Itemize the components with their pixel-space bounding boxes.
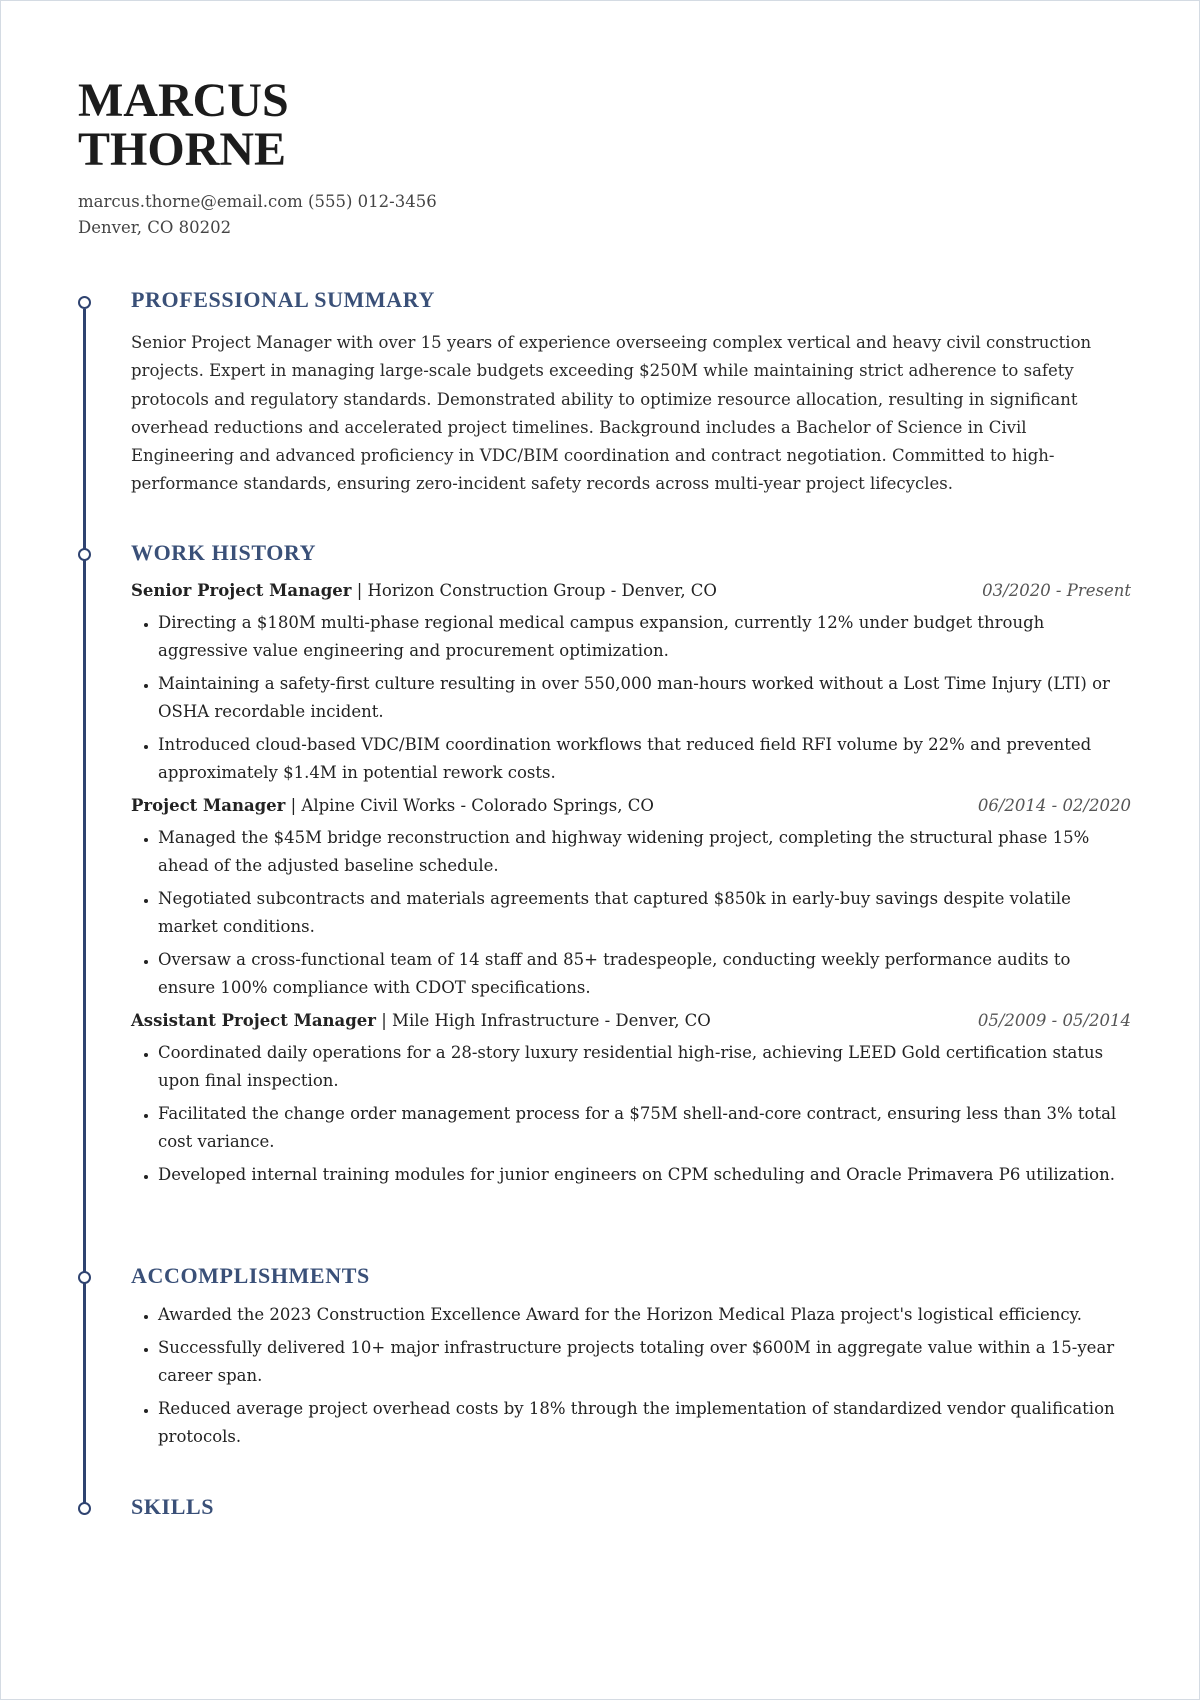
timeline-line	[83, 309, 86, 1509]
job-header	[131, 1008, 1131, 1034]
job-company: Horizon Construction Group - Denver, CO	[367, 581, 717, 600]
job-separator: |	[381, 1011, 393, 1030]
job-header	[131, 578, 1131, 604]
timeline-dot-work	[78, 548, 91, 561]
location: Denver, CO 80202	[78, 217, 232, 237]
job-bullets	[131, 824, 1131, 1002]
job-bullet: • Directing a $180M multi-phase regional medical campus expansion, currently 12% under budget through aggressive value engineering and procurement optimization.	[158, 609, 1131, 665]
last-name: THORNE	[78, 123, 287, 176]
work-history-heading: WORK HISTORY	[131, 540, 317, 565]
job-entry	[131, 578, 1131, 787]
accomplishments-heading: ACCOMPLISHMENTS	[131, 1263, 370, 1288]
job-bullet: • Negotiated subcontracts and materials agreements that captured $850k in early-buy savings despite volatile market conditions.	[158, 885, 1131, 941]
contact-info	[78, 189, 437, 240]
job-bullets	[131, 609, 1131, 787]
job-dates: 06/2014 - 02/2020	[977, 796, 1131, 815]
skills-section	[131, 1494, 1131, 1520]
accomplishments-list	[131, 1301, 1131, 1451]
candidate-name	[78, 76, 289, 174]
skills-heading: SKILLS	[131, 1494, 215, 1519]
job-bullet: • Introduced cloud-based VDC/BIM coordination workflows that reduced field RFI volume by 22% and prevented approximately $1.4M in potential rework costs.	[158, 731, 1131, 787]
accomplishment-item: • Awarded the 2023 Construction Excellence Award for the Horizon Medical Plaza project's logistical efficiency.	[158, 1301, 1131, 1329]
job-header	[131, 793, 1131, 819]
job-title: Assistant Project Manager	[131, 1011, 376, 1030]
job-bullet: • Oversaw a cross-functional team of 14 staff and 85+ tradespeople, conducting weekly performance audits to ensure 100% compliance with CDOT specifications.	[158, 946, 1131, 1002]
job-bullet: • Maintaining a safety-first culture resulting in over 550,000 man-hours worked without a Lost Time Injury (LTI) or OSHA recordable incident.	[158, 670, 1131, 726]
job-bullet: • Coordinated daily operations for a 28-story luxury residential high-rise, achieving LEED Gold certification status upon final inspection.	[158, 1039, 1131, 1095]
timeline-dot-accomplishments	[78, 1271, 91, 1284]
work-history-section	[131, 540, 1131, 1194]
job-entry	[131, 1008, 1131, 1189]
accomplishment-item: • Reduced average project overhead costs by 18% through the implementation of standardized vendor qualification protocols.	[158, 1395, 1131, 1451]
job-company: Alpine Civil Works - Colorado Springs, CO	[301, 796, 654, 815]
timeline-dot-summary	[78, 296, 91, 309]
job-title: Senior Project Manager	[131, 581, 352, 600]
phone: (555) 012-3456	[308, 192, 437, 211]
job-separator: |	[356, 581, 368, 600]
summary-heading: PROFESSIONAL SUMMARY	[131, 287, 435, 312]
job-bullet: • Facilitated the change order management process for a $75M shell-and-core contract, ensuring less than 3% total cost variance.	[158, 1100, 1131, 1156]
job-title: Project Manager	[131, 796, 286, 815]
job-entry	[131, 793, 1131, 1002]
job-dates: 05/2009 - 05/2014	[977, 1011, 1131, 1030]
first-name: MARCUS	[78, 74, 289, 127]
job-company: Mile High Infrastructure - Denver, CO	[392, 1011, 711, 1030]
job-bullets	[131, 1039, 1131, 1189]
timeline-dot-skills	[78, 1502, 91, 1515]
job-separator: |	[290, 796, 302, 815]
summary-text: Senior Project Manager with over 15 years of experience overseeing complex vertical and heavy civil construction projects. Expert in managing large-scale budgets exceeding $250M while maintaining strict adherence to safety protocols and regulatory standards. Demonstrated ability to optimize resource allocation, resulting in significant overhead reductions and accelerated project timelines. Background includes a Bachelor of Science in Civil Engineering and advanced proficiency in VDC/BIM coordination and contract negotiation. Committed to high-performance standards, ensuring zero-incident safety records across multi-year project lifecycles.	[131, 333, 1092, 494]
job-bullet: • Managed the $45M bridge reconstruction and highway widening project, completing the structural phase 15% ahead of the adjusted baseline schedule.	[158, 824, 1131, 880]
accomplishment-item: • Successfully delivered 10+ major infrastructure projects totaling over $600M in aggregate value within a 15-year career span.	[158, 1334, 1131, 1390]
job-bullet: • Developed internal training modules for junior engineers on CPM scheduling and Oracle Primavera P6 utilization.	[158, 1161, 1131, 1189]
email[interactable]: marcus.thorne@email.com	[78, 192, 303, 211]
job-dates: 03/2020 - Present	[982, 581, 1131, 600]
summary-section	[131, 287, 1131, 499]
accomplishments-section	[131, 1263, 1131, 1456]
